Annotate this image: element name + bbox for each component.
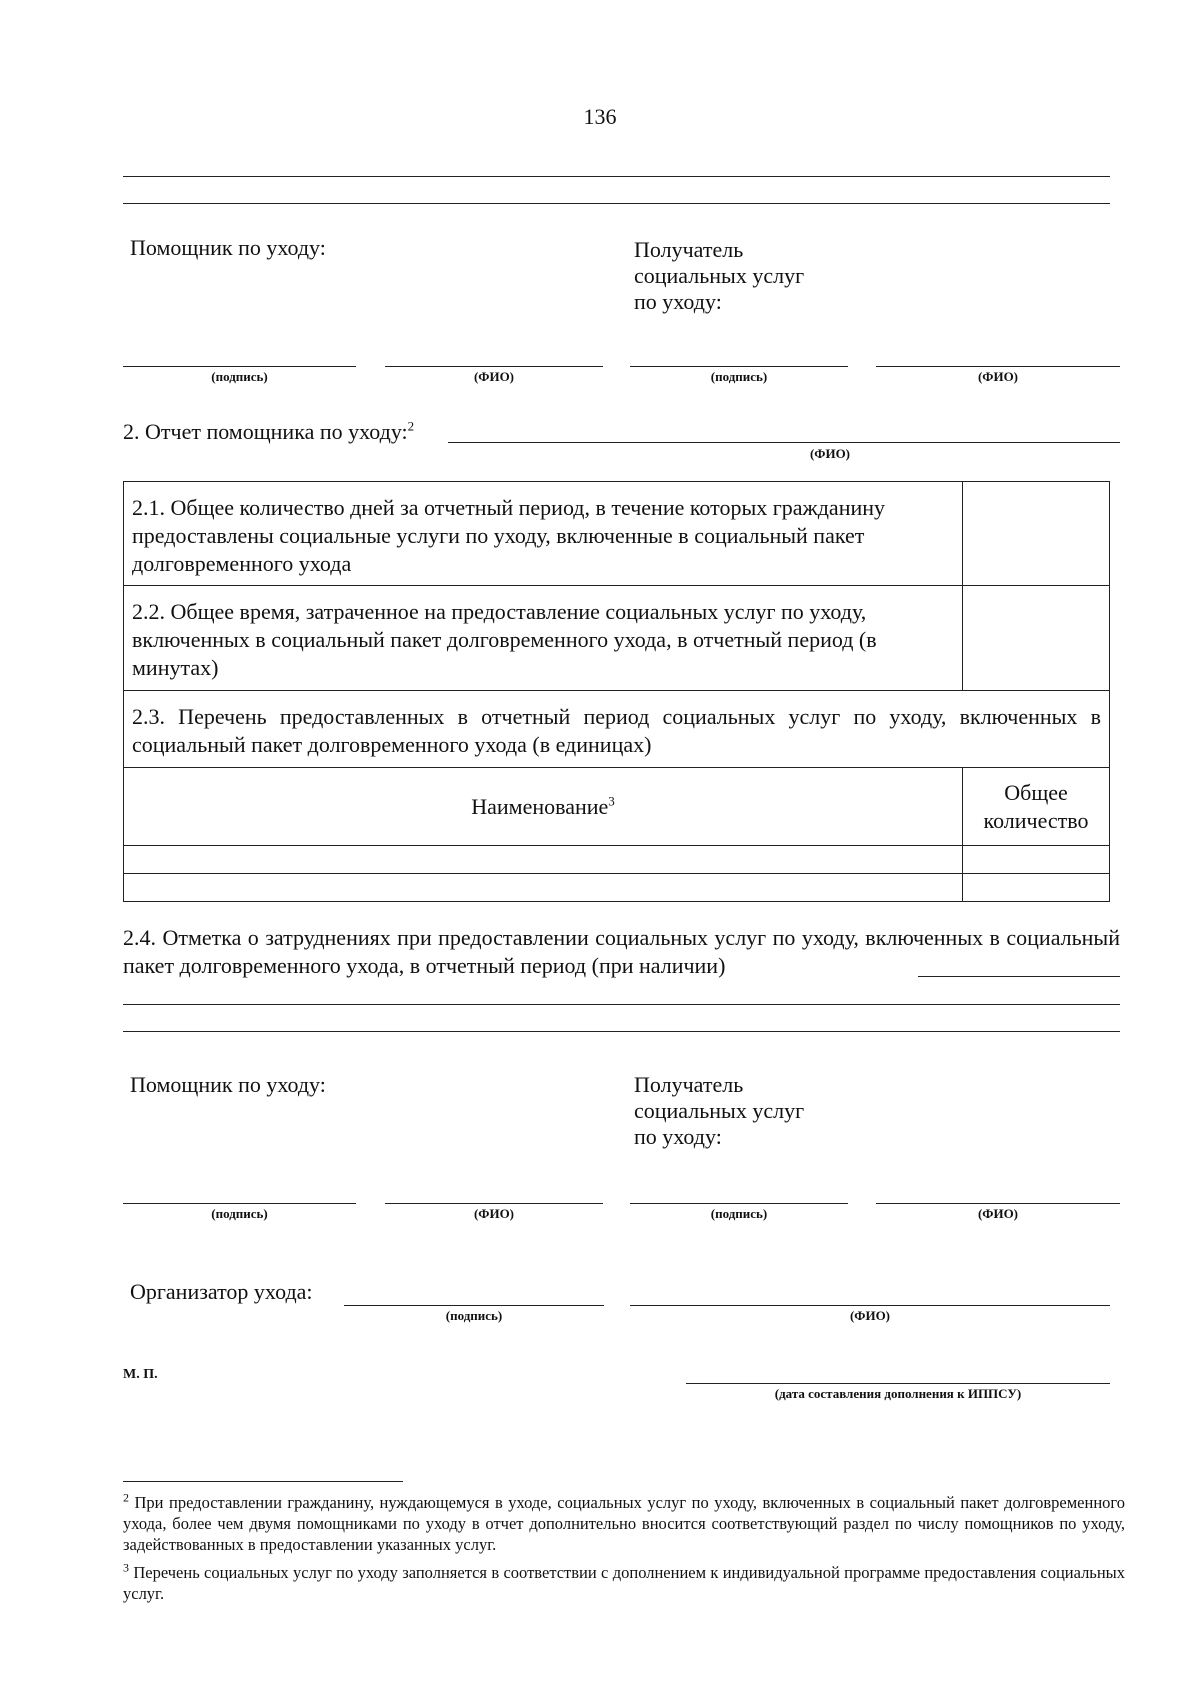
column-header-name	[124, 768, 963, 846]
signature-line-organizer[interactable]	[344, 1305, 604, 1306]
service-quantity-cell[interactable]	[963, 846, 1110, 874]
recipient-label-line1: Получатель	[634, 1072, 744, 1097]
organizer-label: Организатор ухода:	[130, 1279, 313, 1304]
footnote-2	[123, 1492, 1125, 1555]
recipient-label-line3: по уходу:	[634, 1124, 722, 1149]
page-number: 136	[583, 104, 617, 129]
table-header-row	[124, 768, 1110, 846]
blank-line[interactable]	[123, 1004, 1120, 1005]
section-2-4-text: 2.4. Отметка о затруднениях при предоставлении социальных услуг по уходу, включенных в социальный пакет долговременного ухода, в отчетный период (при наличии)	[123, 925, 1120, 978]
caption-signature: (подпись)	[211, 1206, 268, 1221]
footnote-text: При предоставлении гражданину, нуждающемуся в уходе, социальных услуг по уходу, включенных в социальный пакет долговременного ухода, более чем двумя помощниками по уходу в отчет дополнительно вносится соответствующий раздел по числу помощников по уходу, задействованных в предоставлении указанных услуг.	[123, 1493, 1126, 1554]
row-2-1-label: 2.1. Общее количество дней за отчетный период, в течение которых гражданину предоставлены социальные услуги по уходу, включенные в социальный пакет долговременного ухода	[124, 482, 963, 586]
helper-fio-line[interactable]	[448, 442, 1120, 443]
table-row	[124, 846, 1110, 874]
caption-fio: (ФИО)	[809, 446, 851, 461]
row-2-1-value-cell[interactable]	[963, 482, 1110, 586]
fio-line-helper[interactable]	[385, 1203, 603, 1204]
fio-line-helper[interactable]	[385, 366, 603, 367]
fio-line-recipient[interactable]	[876, 1203, 1120, 1204]
caption-signature: (подпись)	[710, 1206, 768, 1221]
table-row	[124, 691, 1110, 768]
section-2-title-text: 2. Отчет помощника по уходу:	[123, 419, 408, 444]
helper-label: Помощник по уходу:	[130, 235, 326, 260]
service-name-cell[interactable]	[124, 874, 963, 902]
signature-line-helper[interactable]	[123, 366, 356, 367]
recipient-label-line2: социальных услуг	[634, 1098, 805, 1123]
caption-signature: (подпись)	[445, 1308, 503, 1323]
row-2-3-label: 2.3. Перечень предоставленных в отчетный период социальных услуг по уходу, включенных в социальный пакет долговременного ухода (в единицах)	[124, 691, 1110, 768]
service-quantity-cell[interactable]	[963, 874, 1110, 902]
footnote-mark: 2	[123, 1490, 129, 1505]
recipient-label-line2: социальных услуг	[634, 263, 805, 288]
row-2-2-label: 2.2. Общее время, затраченное на предоставление социальных услуг по уходу, включенных в социальный пакет долговременного ухода, в отчетный период (в минутах)	[124, 586, 963, 691]
column-header-quantity-line2: количество	[983, 807, 1089, 833]
blank-line[interactable]	[123, 203, 1110, 204]
service-name-cell[interactable]	[124, 846, 963, 874]
blank-line[interactable]	[918, 976, 1120, 977]
caption-signature: (подпись)	[710, 369, 768, 384]
caption-signature: (подпись)	[211, 369, 268, 384]
blank-line[interactable]	[123, 176, 1110, 177]
caption-fio: (ФИО)	[977, 369, 1019, 384]
row-2-2-value-cell[interactable]	[963, 586, 1110, 691]
signature-line-helper[interactable]	[123, 1203, 356, 1204]
footnote-ref-3: 3	[608, 793, 615, 809]
caption-fio: (ФИО)	[473, 1206, 515, 1221]
table-row	[124, 482, 1110, 586]
footnote-3	[123, 1562, 1125, 1604]
fio-line-organizer[interactable]	[630, 1305, 1110, 1306]
date-line[interactable]	[686, 1383, 1110, 1384]
footnote-ref-2: 2	[407, 418, 415, 434]
recipient-label-line1: Получатель	[634, 237, 744, 262]
footnote-mark: 3	[123, 1560, 129, 1575]
footnote-text: Перечень социальных услуг по уходу заполняется в соответствии с дополнением к индивидуальной программе предоставления социальных услуг.	[123, 1563, 1125, 1603]
table-row	[124, 874, 1110, 902]
caption-date: (дата составления дополнения к ИППСУ)	[774, 1386, 1022, 1401]
signature-line-recipient[interactable]	[630, 1203, 848, 1204]
recipient-label-line3: по уходу:	[634, 289, 722, 314]
caption-fio: (ФИО)	[977, 1206, 1019, 1221]
caption-fio: (ФИО)	[849, 1308, 891, 1323]
column-header-quantity	[963, 768, 1110, 846]
helper-label: Помощник по уходу:	[130, 1072, 326, 1097]
table-row	[124, 586, 1110, 691]
column-header-name-text: Наименование	[471, 793, 609, 819]
caption-fio: (ФИО)	[473, 369, 515, 384]
footnote-separator	[123, 1481, 403, 1482]
column-header-quantity-line1: Общее	[1004, 779, 1068, 805]
section-2-title	[123, 418, 414, 446]
report-table	[123, 481, 1110, 902]
signature-line-recipient[interactable]	[630, 366, 848, 367]
stamp-mark: М. П.	[123, 1367, 158, 1382]
blank-line[interactable]	[123, 1031, 1120, 1032]
fio-line-recipient[interactable]	[876, 366, 1120, 367]
